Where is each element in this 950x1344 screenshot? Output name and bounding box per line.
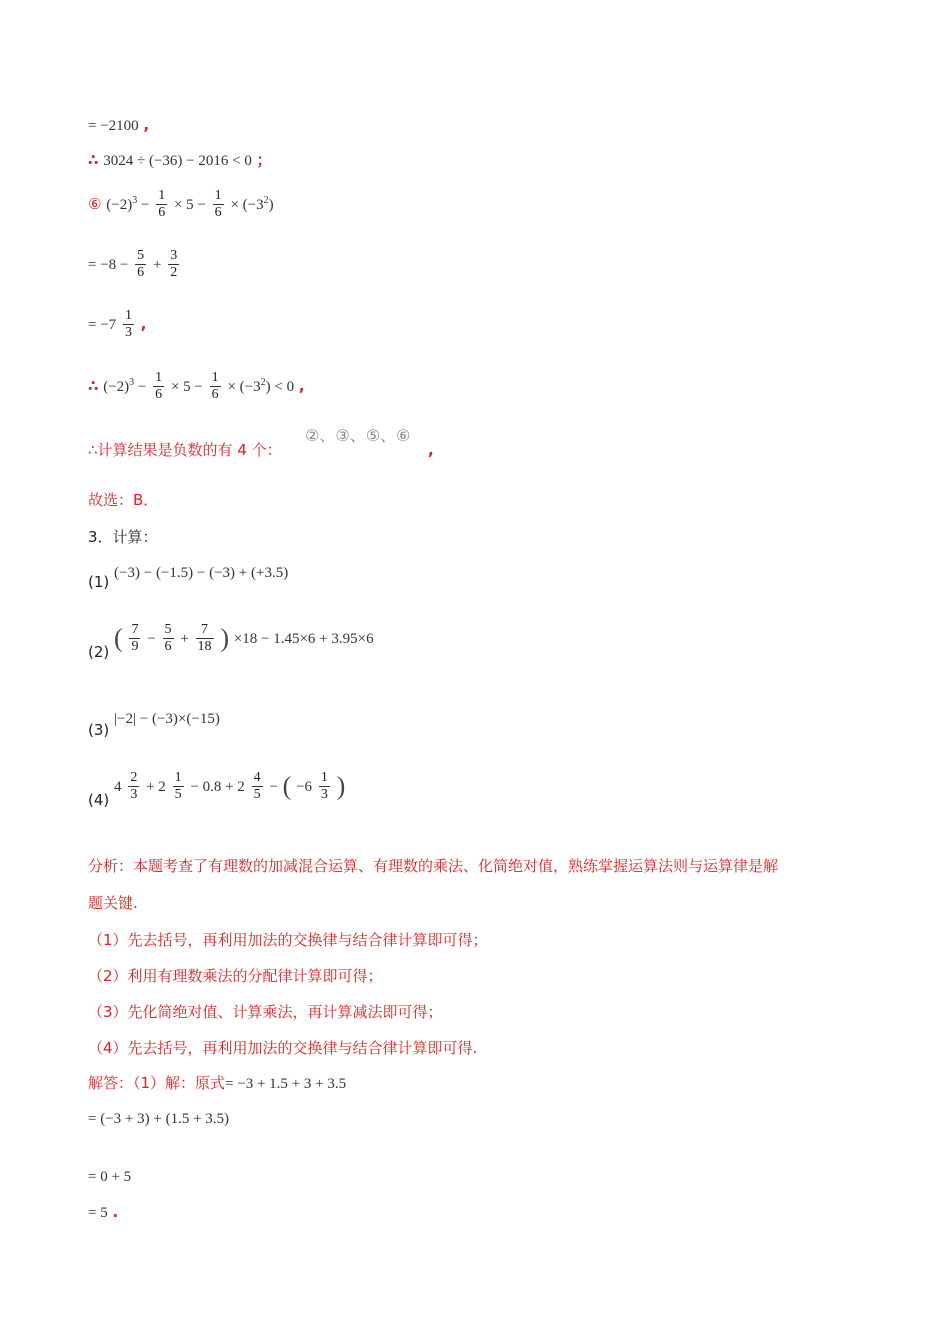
analysis-step-3: （3）先化简绝对值、计算乘法，再计算减法即可得； xyxy=(88,1003,443,1021)
answer-choice: 故选：B． xyxy=(88,491,159,509)
line-step-6a: = −8 − $\frac{5}{6}$ + $\frac{3}{2}$ xyxy=(88,248,178,280)
expression-6: ⑥ $(-2)^3$ − $\frac{1}{6}$ × 5 − $\frac{1}{6}$ × $(-3^2)$ xyxy=(88,188,274,220)
answer-line-4: = 5 . xyxy=(88,1203,119,1221)
line-conclusion-5: ∴ 3024 ÷ (−36) − 2016 < 0 ； xyxy=(88,151,272,169)
negative-items: ②、③、⑤、⑥ xyxy=(305,426,411,445)
question-3-title: 3．计算： xyxy=(88,528,158,546)
problem-4: (4) 4 $\frac{2}{3}$ + 2 $\frac{1}{5}$ − 0.8 + 2 $\frac{4}{5}$ − ( −6 $\frac{1}{3}$ ) xyxy=(88,770,346,809)
line-result-2100: = −2100 , xyxy=(88,116,150,134)
problem-3: (3) |−2| − (−3)×(−15) xyxy=(88,711,220,739)
problem-2: (2) ( $\frac{7}{9}$ − $\frac{5}{6}$ + $\frac{7}{18}$ ) ×18 − 1.45×6 + 3.95×6 xyxy=(88,622,374,661)
analysis-step-4: （4）先去括号，再利用加法的交换律与结合律计算即可得. xyxy=(88,1039,478,1057)
answer-line-3: = 0 + 5 xyxy=(88,1169,132,1185)
analysis-step-2: （2）利用有理数乘法的分配律计算即可得； xyxy=(88,967,383,985)
answer-line-2: = (−3 + 3) + (1.5 + 3.5) xyxy=(88,1111,230,1127)
problem-1: (1) (−3) − (−1.5) − (−3) + (+3.5) xyxy=(88,565,289,591)
negative-items-punct: , xyxy=(428,441,434,459)
analysis-step-1: （1）先去括号，再利用加法的交换律与结合律计算即可得； xyxy=(88,931,488,949)
negative-count-line: ∴计算结果是负数的有 4 个： xyxy=(88,441,282,459)
line-conclusion-6: ∴ $(-2)^3$ − $\frac{1}{6}$ × 5 − $\frac{1}{6}$ × $(-3^2) < 0$ , xyxy=(88,370,305,402)
analysis-text-2: 题关键. xyxy=(88,894,138,912)
answer-line-1: 解答：（1）解：原式= −3 + 1.5 + 3 + 3.5 xyxy=(88,1074,347,1092)
line-step-6b: = −7 $\frac{1}{3}$ , xyxy=(88,308,147,340)
analysis-text-1: 分析：本题考查了有理数的加减混合运算、有理数的乘法、化简绝对值，熟练掌握运算法则与运算律是解 xyxy=(88,857,779,875)
